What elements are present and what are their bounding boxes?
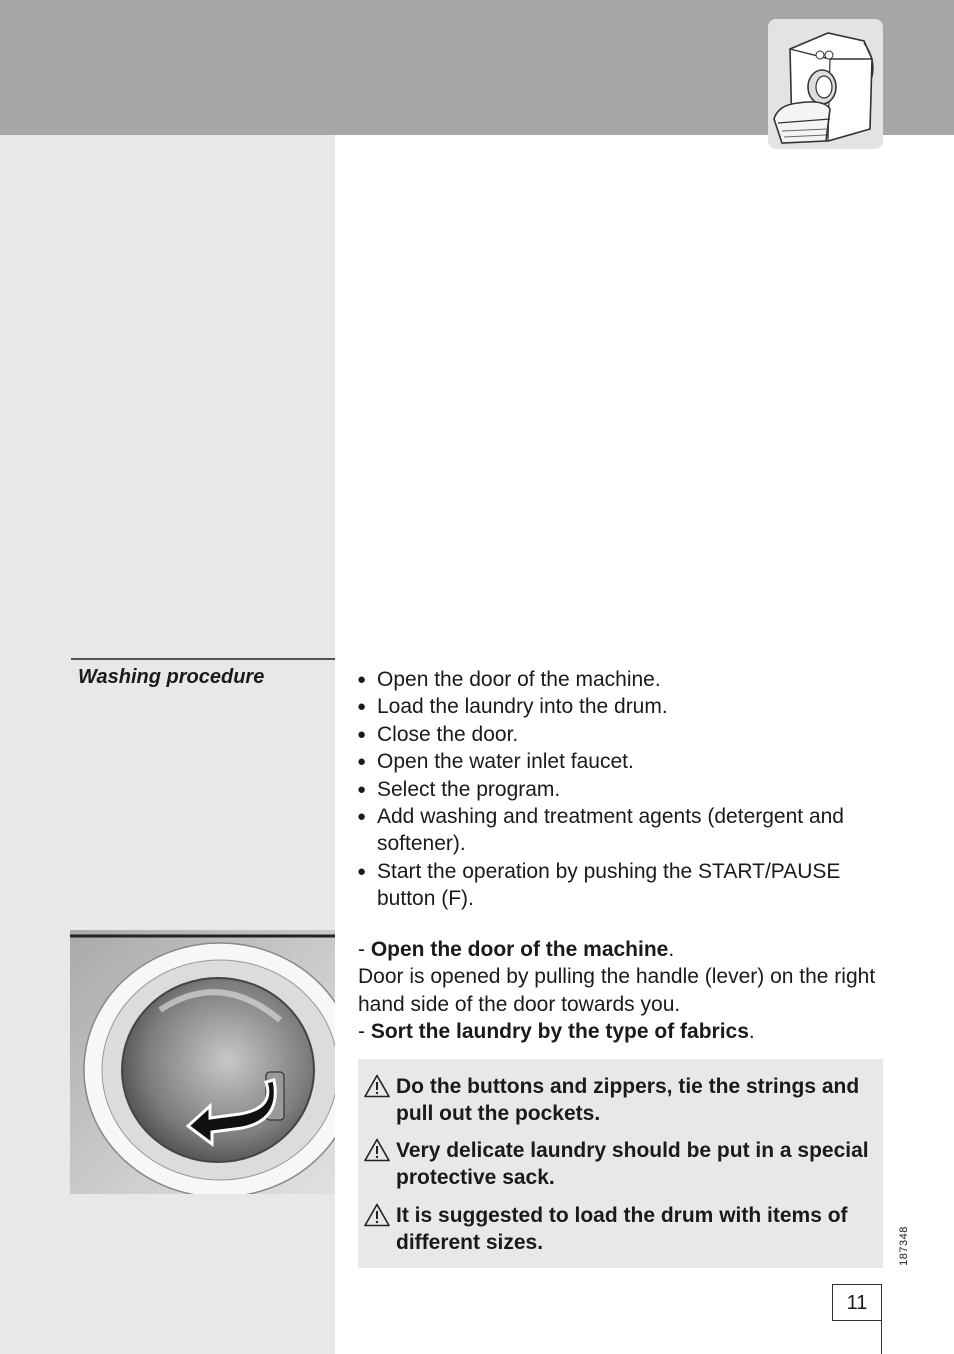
door-photo	[70, 930, 335, 1194]
open-period: .	[668, 938, 675, 961]
page-number: 11	[832, 1284, 882, 1321]
door-description: Door is opened by pulling the handle (lever) on the right hand side of the door towards you.	[358, 965, 876, 1016]
warning-item	[364, 1073, 869, 1128]
sort-laundry-heading: Sort the laundry by the type of fabrics	[370, 1020, 749, 1044]
washing-machine-mascot-icon	[768, 19, 883, 149]
list-item: ● Start the operation by pushing the START/PAUSE button (F).	[357, 858, 887, 913]
document-code: 187348	[897, 1226, 910, 1266]
list-item: ● Close the door.	[357, 721, 887, 748]
warning-item	[364, 1202, 869, 1257]
section-heading: Washing procedure	[78, 666, 265, 688]
warning-text: It is suggested to load the drum with items of different sizes.	[396, 1204, 848, 1255]
open-dash: -	[358, 938, 371, 961]
warning-box	[358, 1059, 883, 1268]
steps-list	[357, 666, 887, 913]
list-item: ● Select the program.	[357, 776, 887, 803]
list-item: ● Open the water inlet faucet.	[357, 748, 887, 775]
section-rule	[71, 658, 335, 660]
instructions-block	[358, 936, 883, 1046]
warning-text: Very delicate laundry should be put in a special protective sack.	[396, 1139, 869, 1190]
open-door-heading: Open the door of the machine	[370, 938, 669, 961]
list-item: ● Load the laundry into the drum.	[357, 693, 887, 720]
list-item: ● Add washing and treatment agents (detergent and softener).	[357, 803, 887, 858]
sort-dash: -	[358, 1020, 371, 1044]
list-item: ● Open the door of the machine.	[357, 666, 887, 693]
warning-triangle-icon	[364, 1203, 390, 1227]
warning-item	[364, 1137, 869, 1192]
warning-text: Do the buttons and zippers, tie the strings and pull out the pockets.	[396, 1075, 860, 1126]
page-number-tick	[881, 1321, 882, 1354]
sort-period: .	[748, 1020, 755, 1044]
warning-triangle-icon	[364, 1138, 390, 1162]
warning-triangle-icon	[364, 1074, 390, 1098]
